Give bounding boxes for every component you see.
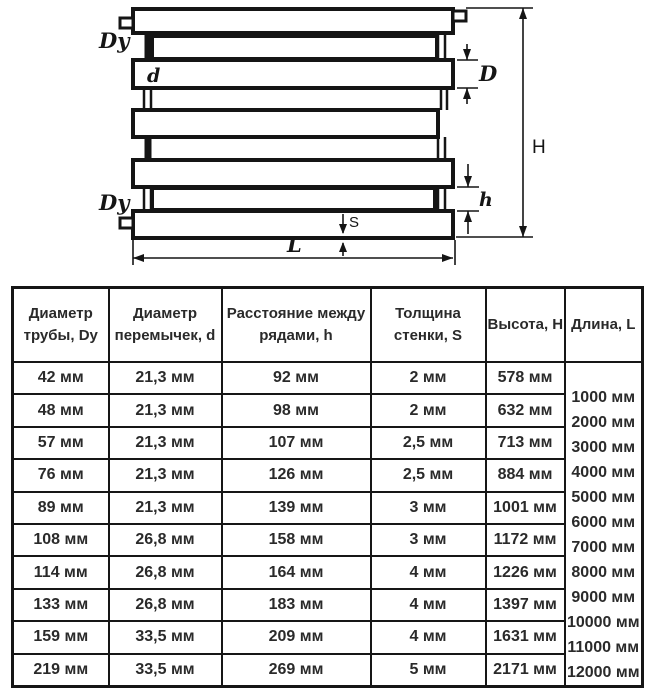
spec-cell: 92 мм [222,362,371,394]
spec-cell: 3 мм [371,524,486,556]
table-row [13,362,643,394]
spec-cell: 4 мм [371,556,486,588]
spec-cell: 219 мм [13,654,109,687]
label-H: H [532,137,546,158]
table-row [13,394,643,426]
spec-cell: 21,3 мм [109,492,222,524]
length-item: 2000 мм [571,414,636,431]
spec-cell: 632 мм [486,394,565,426]
spec-cell: 89 мм [13,492,109,524]
pipe-row-4 [133,110,438,137]
spec-cell: 26,8 мм [109,556,222,588]
pipe-row-3 [133,60,453,88]
length-item: 6000 мм [571,514,636,531]
label-D: D [479,61,498,86]
spec-cell: 21,3 мм [109,427,222,459]
length-list [567,363,641,685]
length-merged-cell [565,362,643,687]
spec-cell: 1397 мм [486,589,565,621]
spec-cell: 26,8 мм [109,589,222,621]
spec-cell: 21,3 мм [109,362,222,394]
length-item: 11000 мм [567,639,640,656]
label-dy-bottom: Dy [99,190,130,215]
length-item: 8000 мм [571,564,636,581]
dimension-D [457,44,478,104]
dimension-h [457,164,479,234]
spec-cell: 33,5 мм [109,621,222,653]
table-row [13,556,643,588]
spec-cell: 578 мм [486,362,565,394]
pipe-rows [133,9,453,238]
spec-cell: 48 мм [13,394,109,426]
spec-table [11,286,644,688]
header-row-spacing: Расстояние между рядами, h [222,288,371,363]
length-item: 9000 мм [571,589,636,606]
table-row [13,621,643,653]
pipe-row-6 [152,188,435,210]
spec-cell: 2171 мм [486,654,565,687]
spec-cell: 126 мм [222,459,371,491]
spec-cell: 5 мм [371,654,486,687]
header-wall-thickness: Толщина стенки, S [371,288,486,363]
label-S: S [349,214,360,231]
label-dy-top: Dy [99,28,130,53]
spec-cell: 21,3 мм [109,394,222,426]
length-item: 5000 мм [571,489,636,506]
table-row [13,524,643,556]
spec-cell: 76 мм [13,459,109,491]
spec-cell: 164 мм [222,556,371,588]
header-height: Высота, H [486,288,565,363]
spec-cell: 1172 мм [486,524,565,556]
nipple-bottom-left [120,218,133,228]
length-item: 3000 мм [571,439,636,456]
spec-cell: 1631 мм [486,621,565,653]
nipple-top-left [120,18,133,28]
label-d: d [147,65,161,87]
nipple-top-right [453,11,466,21]
spec-cell: 108 мм [13,524,109,556]
table-row [13,459,643,491]
spec-cell: 33,5 мм [109,654,222,687]
length-item: 12000 мм [566,664,640,681]
length-item: 1000 мм [571,389,636,406]
register-diagram [0,0,647,280]
spec-cell: 2 мм [371,362,486,394]
table-row [13,589,643,621]
table-row [13,654,643,687]
spec-cell: 4 мм [371,621,486,653]
spec-cell: 2 мм [371,394,486,426]
pipe-row-5 [133,160,453,187]
length-item: 4000 мм [571,464,636,481]
spec-cell: 57 мм [13,427,109,459]
spec-cell: 133 мм [13,589,109,621]
dimension-H [456,8,533,237]
spec-cell: 1001 мм [486,492,565,524]
spec-cell: 269 мм [222,654,371,687]
spec-cell: 114 мм [13,556,109,588]
spec-cell: 183 мм [222,589,371,621]
spec-cell: 21,3 мм [109,459,222,491]
spec-cell: 4 мм [371,589,486,621]
spec-cell: 884 мм [486,459,565,491]
header-pipe-diameter: Диаметр трубы, Dy [13,288,109,363]
label-L: L [287,232,302,257]
table-row [13,427,643,459]
spec-cell: 139 мм [222,492,371,524]
spec-cell: 42 мм [13,362,109,394]
spec-cell: 158 мм [222,524,371,556]
spec-cell: 159 мм [13,621,109,653]
spec-cell: 26,8 мм [109,524,222,556]
spec-cell: 3 мм [371,492,486,524]
spec-cell: 209 мм [222,621,371,653]
header-length: Длина, L [565,288,643,363]
spec-cell: 2,5 мм [371,427,486,459]
header-row [13,288,643,363]
spec-cell: 2,5 мм [371,459,486,491]
length-item: 10000 мм [566,614,640,631]
spec-cell: 1226 мм [486,556,565,588]
spec-cell: 107 мм [222,427,371,459]
spec-cell: 713 мм [486,427,565,459]
pipe-row-1 [133,9,453,33]
label-h: h [479,189,493,211]
length-item: 7000 мм [571,539,636,556]
spec-cell: 98 мм [222,394,371,426]
table-row [13,492,643,524]
pipe-row-2 [152,36,437,59]
header-jumper-diameter: Диаметр перемычек, d [109,288,222,363]
